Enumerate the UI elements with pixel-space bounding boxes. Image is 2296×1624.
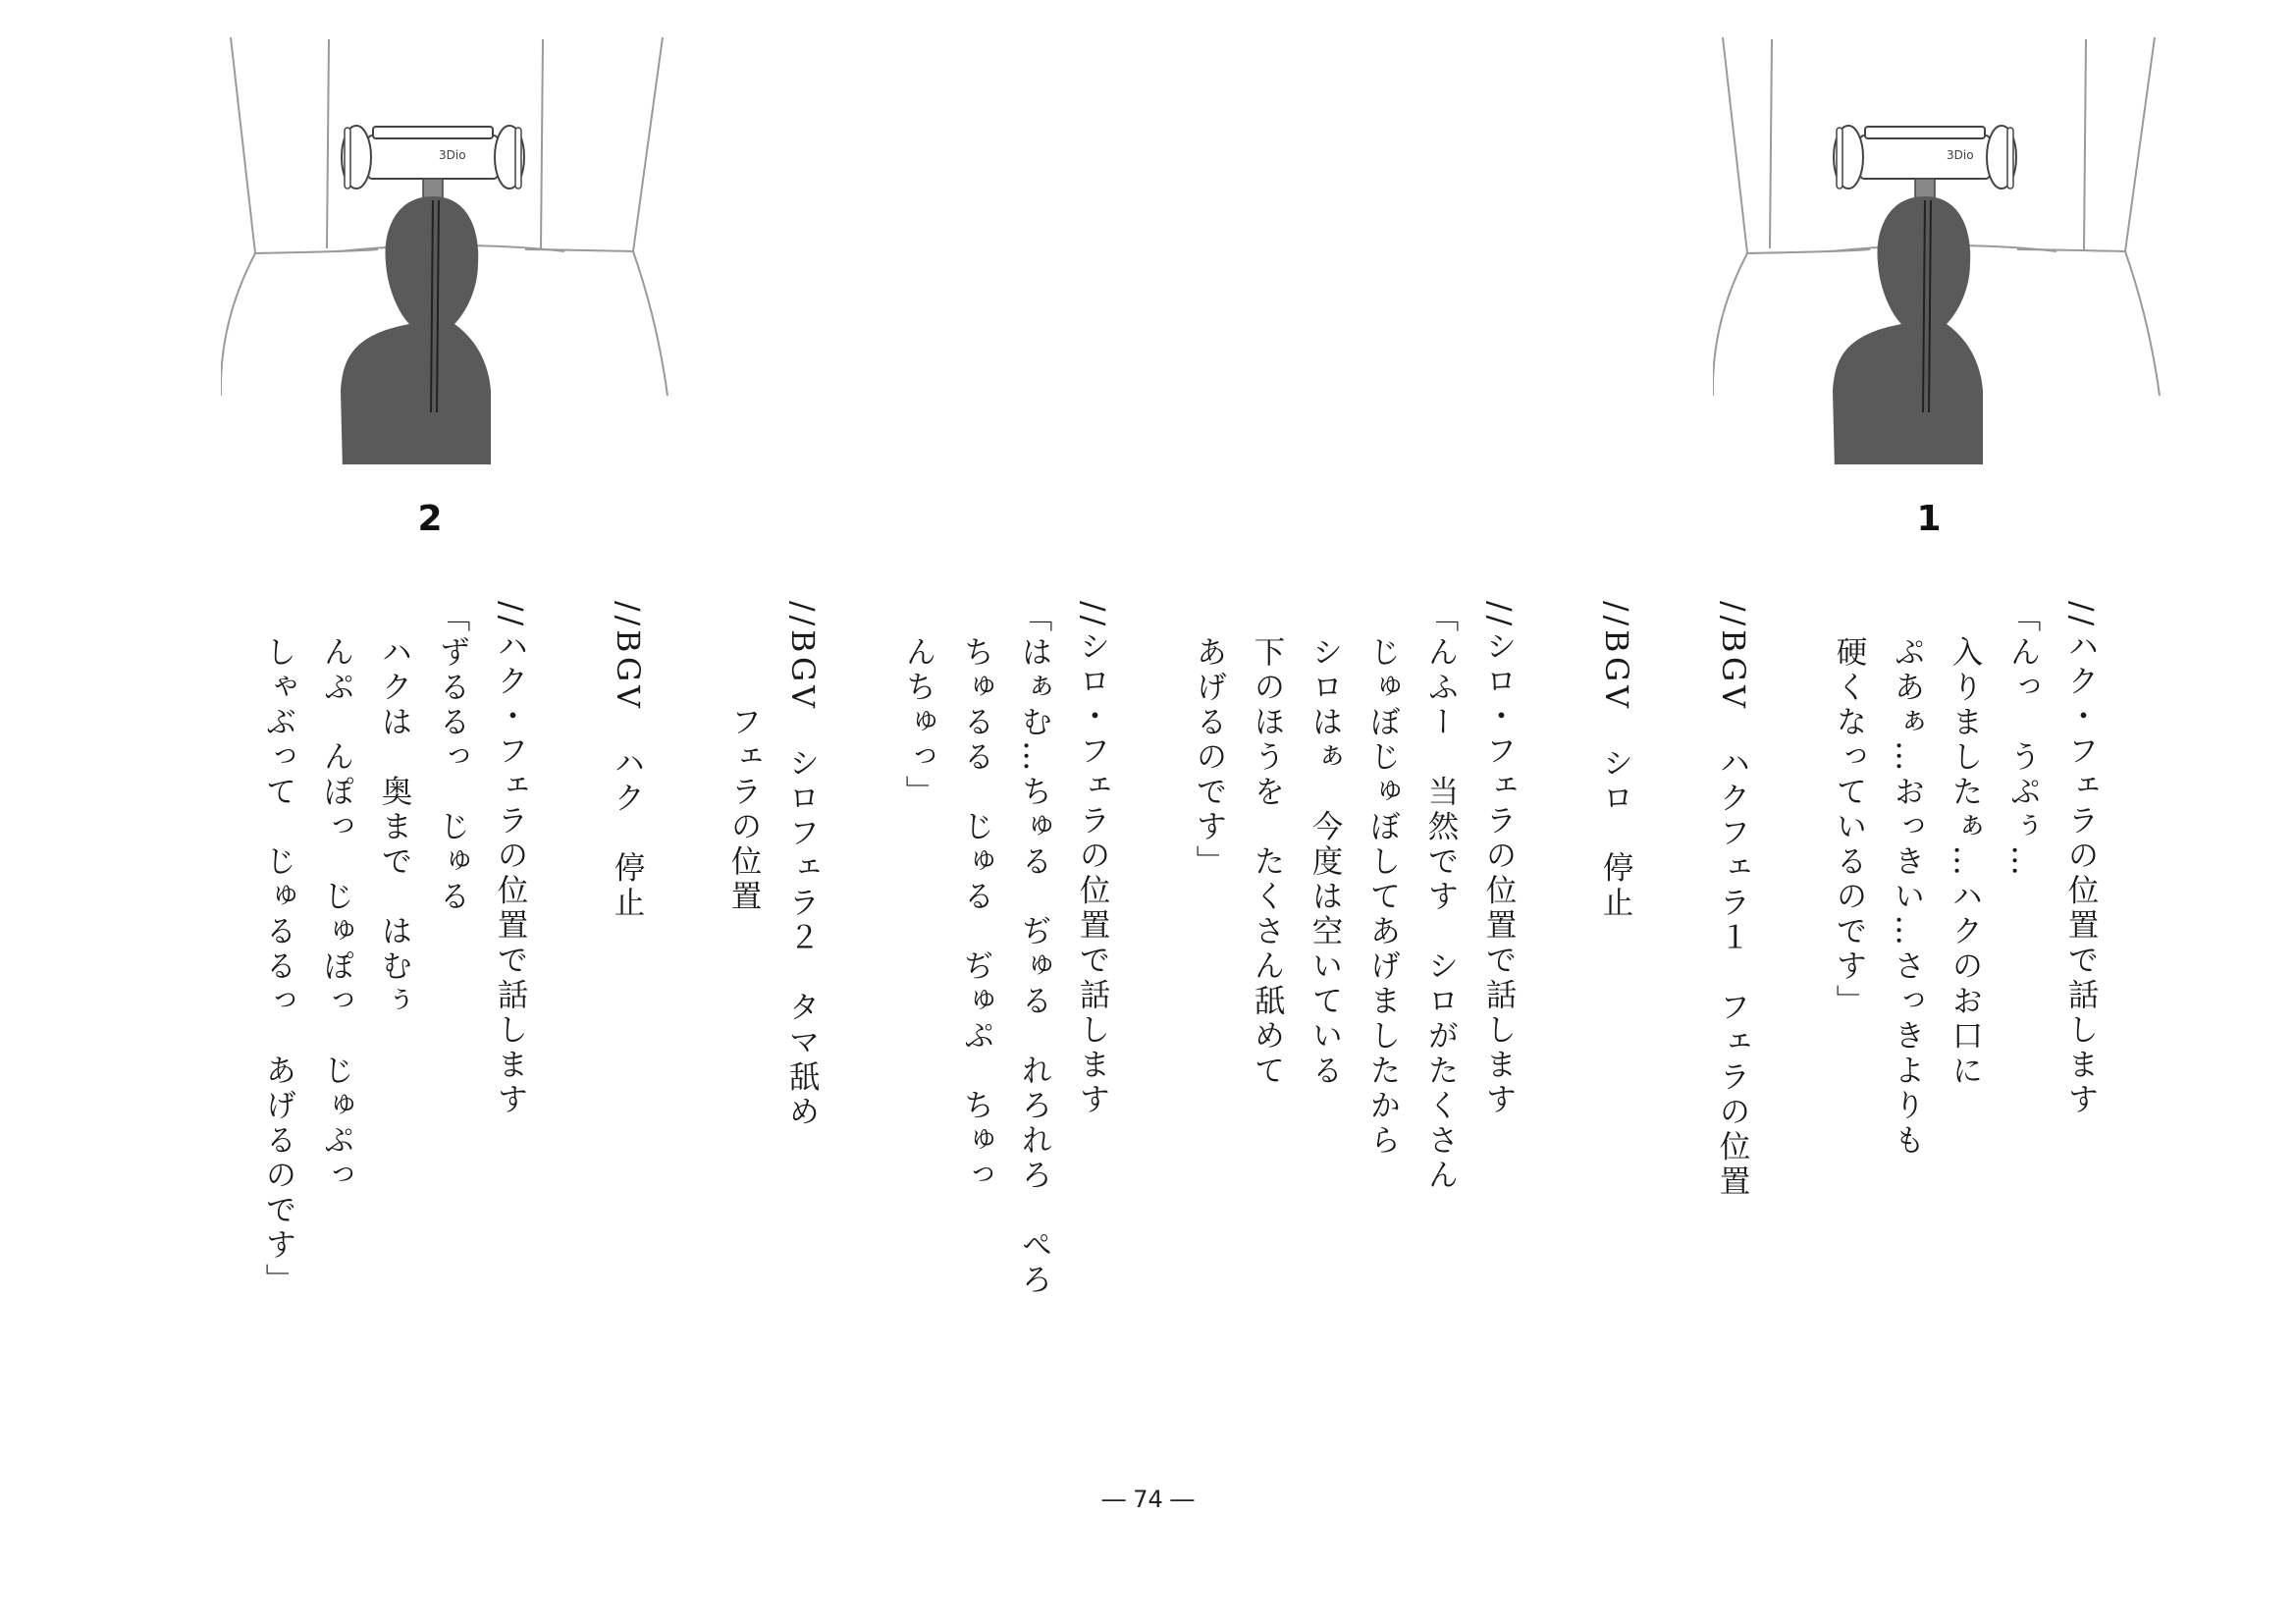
figure-label-1: 1: [1916, 499, 1942, 539]
listener-silhouette: [1833, 196, 1983, 464]
script-line: //BGV シロフェラ２ タマ舐め: [784, 601, 820, 1130]
script-line: //シロ・フェラの位置で話します: [1481, 601, 1517, 1118]
script-line: 「ずるるっ じゅる: [435, 601, 470, 915]
script-line: んぷ んぽっ じゅぽっ じゅぷっ: [319, 601, 354, 1194]
script-text: [190, 601, 2109, 1298]
script-line: んちゅっ」: [901, 601, 936, 810]
script-block-2: [1703, 601, 1761, 1269]
script-line: //シロ・フェラの位置で話します: [1075, 601, 1110, 1118]
script-block-8: [249, 601, 539, 1298]
illustration-2: [221, 27, 672, 464]
microphone-device: [342, 126, 524, 200]
script-line: じゅぼじゅぼしてあげましたから: [1365, 601, 1401, 1159]
script-block-7: [598, 601, 656, 1269]
binaural-mic-position-drawing: [221, 27, 672, 464]
script-line: シロはぁ 今度は空いている: [1308, 601, 1343, 1089]
svg-text:3Dio: 3Dio: [439, 148, 466, 162]
figure-label-2: 2: [417, 499, 443, 539]
script-line: ぷあぁ…おっきい…さっきよりも: [1890, 601, 1925, 1159]
script-line: 硬くなっているのです」: [1832, 601, 1867, 1019]
script-line: //BGV シロ 停止: [1598, 601, 1633, 921]
script-line: 「はぁむ…ちゅる ぢゅる れろれろ ぺろ: [1017, 601, 1052, 1298]
script-block-4: [1180, 601, 1527, 1269]
script-line: //BGV ハクフェラ１ フェラの位置: [1715, 601, 1750, 1200]
script-line: //ハク・フェラの位置で話します: [2063, 601, 2099, 1118]
script-block-3: [1586, 601, 1644, 1269]
script-block-6: [715, 601, 830, 1269]
script-line: 下のほうを たくさん舐めて: [1250, 601, 1285, 1089]
binaural-mic-position-drawing: [1713, 27, 2164, 464]
script-line: ハクは 奥まで はむぅ: [377, 601, 412, 1019]
svg-text:3Dio: 3Dio: [1947, 148, 1974, 162]
listener-silhouette: [341, 196, 491, 464]
script-block-1: [1820, 601, 2109, 1269]
script-line: しゃぶって じゅるるっ あげるのです」: [261, 601, 296, 1298]
script-line: 「んふー 当然です シロがたくさん: [1423, 601, 1459, 1194]
script-line: //BGV ハク 停止: [610, 601, 645, 921]
script-line: 「んっ うぷぅ…: [2005, 601, 2041, 880]
page-number: ― 74 ―: [1101, 1486, 1195, 1513]
script-line: //ハク・フェラの位置で話します: [493, 601, 528, 1118]
script-line: 入りましたぁ…ハクのお口に: [1948, 601, 1983, 1089]
script-line: ちゅるる じゅる ぢゅぷ ちゅっ: [959, 601, 994, 1194]
script-line: フェラの位置: [726, 601, 762, 915]
script-block-5: [889, 601, 1121, 1298]
microphone-device: [1834, 126, 2016, 200]
illustration-1: [1713, 27, 2164, 464]
script-line: あげるのです」: [1192, 601, 1227, 880]
